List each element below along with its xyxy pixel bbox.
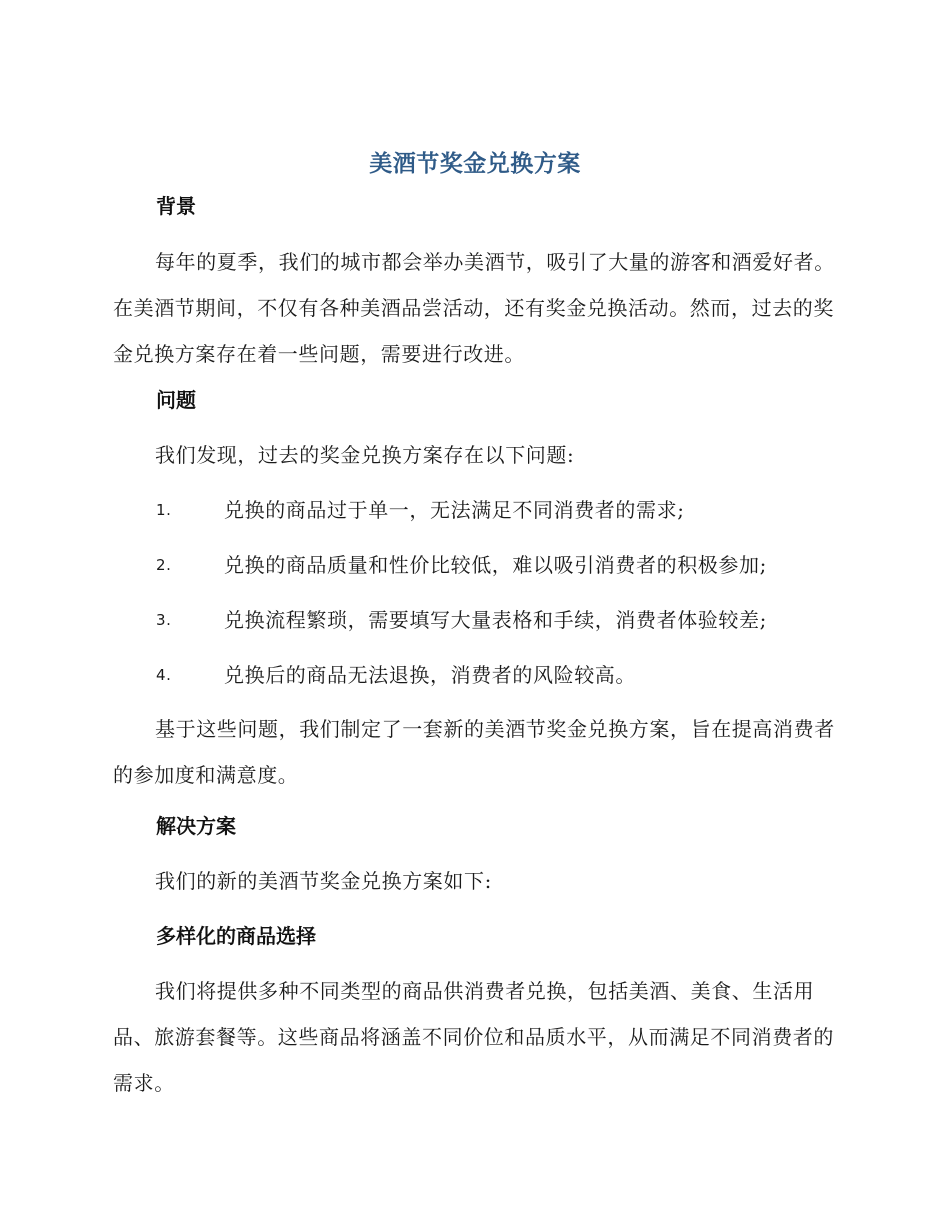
paragraph-problems-conclusion: 基于这些问题，我们制定了一套新的美酒节奖金兑换方案，旨在提高消费者的参加度和满意度。 xyxy=(113,717,835,787)
list-item xyxy=(156,602,836,638)
document-title: 美酒节奖金兑换方案 xyxy=(369,151,581,177)
paragraph-problems-intro: 我们发现，过去的奖金兑换方案存在以下问题: xyxy=(155,443,575,467)
list-item-text: 兑换的商品过于单一，无法满足不同消费者的需求; xyxy=(224,498,685,522)
list-item-text: 兑换流程繁琐，需要填写大量表格和手续，消费者体验较差; xyxy=(224,608,767,632)
list-item xyxy=(156,547,836,583)
list-item-text: 兑换后的商品无法退换，消费者的风险较高。 xyxy=(224,663,636,687)
heading-solution: 解决方案 xyxy=(156,814,236,838)
list-item-number: 2. xyxy=(156,556,172,574)
heading-diversified: 多样化的商品选择 xyxy=(156,924,316,948)
list-item-number: 1. xyxy=(156,501,172,519)
list-item xyxy=(156,657,836,693)
heading-background: 背景 xyxy=(156,194,196,218)
list-item-number: 3. xyxy=(156,611,172,629)
paragraph-diversified: 我们将提供多种不同类型的商品供消费者兑换，包括美酒、美食、生活用品、旅游套餐等。这些商品将涵盖不同价位和品质水平，从而满足不同消费者的需求。 xyxy=(113,979,834,1095)
list-item xyxy=(156,492,836,528)
paragraph-solution-intro: 我们的新的美酒节奖金兑换方案如下: xyxy=(155,869,492,893)
list-item-text: 兑换的商品质量和性价比较低，难以吸引消费者的积极参加; xyxy=(224,553,767,577)
heading-problems: 问题 xyxy=(156,388,196,412)
paragraph-background: 每年的夏季，我们的城市都会举办美酒节，吸引了大量的游客和酒爱好者。在美酒节期间，不仅有各种美酒品尝活动，还有奖金兑换活动。然而，过去的奖金兑换方案存在着一些问题，需要进行改进。 xyxy=(113,250,835,366)
list-item-number: 4. xyxy=(156,666,172,684)
